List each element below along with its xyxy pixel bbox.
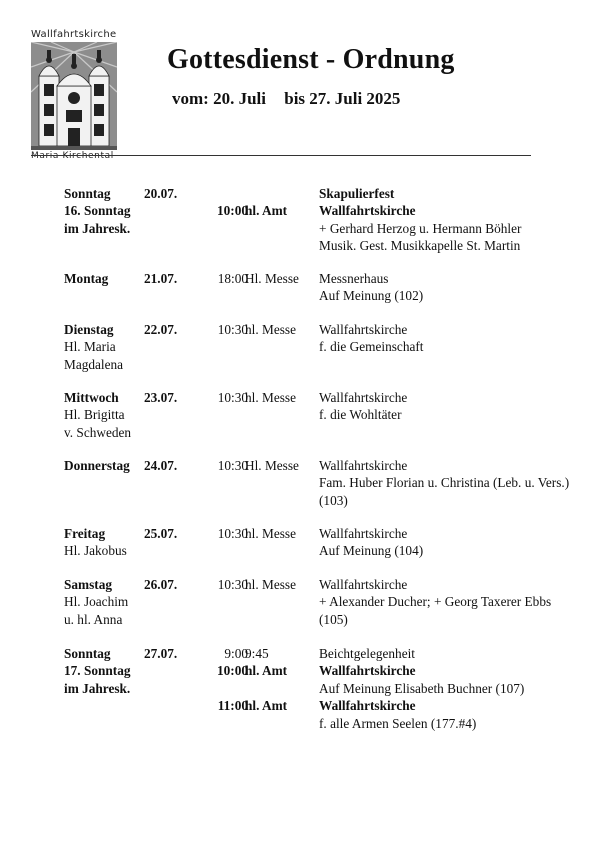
day-name [64, 457, 144, 474]
service-detail: f. die Gemeinschaft [319, 339, 424, 355]
date-to: bis 27. Juli 2025 [284, 89, 401, 108]
header-divider [31, 155, 531, 156]
time-column [204, 645, 248, 732]
day-line: u. hl. Anna [64, 611, 123, 627]
day-date: 26.07. [144, 577, 178, 592]
service-type [245, 680, 287, 697]
service-detail: (105) [319, 611, 348, 627]
service-type [245, 220, 287, 237]
service-type: hl. Messe [245, 526, 296, 541]
service-time [204, 287, 248, 304]
service-type [245, 492, 299, 509]
service-time [204, 406, 248, 423]
service-column [245, 525, 296, 560]
day-line: im Jahresk. [64, 220, 131, 236]
service-type: hl. Amt [245, 203, 288, 219]
location-column [319, 525, 423, 560]
service-type: hl. Messe [245, 577, 296, 592]
day-name [64, 321, 144, 373]
service-time [204, 220, 248, 237]
service-type: Hl. Messe [245, 458, 299, 473]
day-date: 21.07. [144, 271, 178, 286]
service-type [245, 611, 296, 628]
day-line: Hl. Jakobus [64, 543, 127, 559]
time-column [204, 525, 248, 560]
service-column [245, 185, 287, 255]
service-column [245, 321, 296, 356]
service-type: Hl. Messe [245, 271, 299, 286]
day-name [64, 270, 144, 287]
time-column [204, 321, 248, 356]
time-column [204, 457, 248, 509]
day-line: Dienstag [64, 322, 114, 337]
service-type [245, 237, 287, 254]
service-type: hl. Amt [245, 698, 288, 714]
service-column [245, 457, 299, 509]
service-time: 10:30 [217, 458, 248, 473]
service-time [204, 542, 248, 559]
service-column [245, 645, 287, 732]
service-time: 11:00 [217, 698, 248, 714]
day-line: Sonntag [64, 186, 111, 201]
service-type: 9:45 [245, 646, 269, 661]
day-line: Donnerstag [64, 458, 130, 473]
service-detail: Wallfahrtskirche [319, 322, 408, 337]
day-line: Samstag [64, 577, 113, 592]
day-line: 17. Sonntag [64, 663, 131, 679]
logo-top-text: Wallfahrtskirche [31, 29, 117, 40]
service-detail: + Gerhard Herzog u. Hermann Böhler [319, 220, 522, 236]
location-column [319, 389, 407, 424]
church-logo [31, 42, 117, 150]
service-type [245, 542, 296, 559]
service-column [245, 389, 296, 424]
service-detail: Auf Meinung Elisabeth Buchner (107) [319, 680, 525, 696]
service-detail: Skapulierfest [319, 186, 395, 201]
service-detail: + Alexander Ducher; + Georg Taxerer Ebbs [319, 594, 552, 610]
service-detail: Wallfahrtskirche [319, 663, 416, 679]
service-time [204, 185, 248, 202]
service-type: hl. Amt [245, 663, 288, 679]
location-column [319, 457, 569, 509]
service-time: 10:30 [217, 577, 248, 592]
service-time [204, 237, 248, 254]
time-column [204, 389, 248, 424]
service-type [245, 474, 299, 491]
service-detail: Wallfahrtskirche [319, 698, 416, 714]
location-column [319, 576, 551, 628]
day-date: 25.07. [144, 526, 178, 541]
day-date: 22.07. [144, 322, 178, 337]
day-date: 24.07. [144, 458, 178, 473]
day-name [64, 389, 144, 441]
service-type [245, 338, 296, 355]
service-column [245, 576, 296, 628]
service-detail: Fam. Huber Florian u. Christina (Leb. u. Vers.) [319, 475, 570, 491]
time-column [204, 576, 248, 628]
service-time [204, 680, 248, 697]
time-column [204, 270, 248, 305]
day-name [64, 525, 144, 560]
service-detail: Musik. Gest. Musikkapelle St. Martin [319, 238, 521, 254]
service-type: hl. Messe [245, 322, 296, 337]
service-time [204, 474, 248, 491]
logo-bottom-text: Maria Kirchental [31, 151, 114, 161]
day-line: Sonntag [64, 646, 111, 661]
day-line: Hl. Brigitta [64, 407, 125, 423]
service-type [245, 406, 296, 423]
location-column [319, 321, 424, 356]
date-from: vom: 20. Juli [172, 89, 266, 108]
service-time: 10:00 [216, 203, 248, 219]
service-time: 9:00 [224, 646, 248, 661]
date-range [172, 89, 414, 109]
service-time: 10:30 [217, 322, 248, 337]
day-date: 20.07. [144, 186, 178, 201]
day-line: Hl. Maria [64, 339, 116, 355]
service-detail: Wallfahrtskirche [319, 390, 408, 405]
service-detail: Messnerhaus [319, 271, 389, 286]
service-detail: Wallfahrtskirche [319, 458, 408, 473]
service-type [245, 593, 296, 610]
service-time: 10:30 [217, 390, 248, 405]
service-detail: Auf Meinung (104) [319, 543, 424, 559]
service-time: 10:30 [217, 526, 248, 541]
day-line: Magdalena [64, 356, 124, 372]
service-time: 10:00 [216, 663, 248, 679]
day-line: Hl. Joachim [64, 594, 129, 610]
service-type [245, 715, 287, 732]
day-name [64, 576, 144, 628]
service-detail: f. die Wohltäter [319, 407, 402, 423]
service-type: hl. Messe [245, 390, 296, 405]
service-time [204, 593, 248, 610]
location-column [319, 270, 423, 305]
day-line: Mittwoch [64, 390, 119, 405]
location-column [319, 645, 524, 732]
service-type [245, 287, 299, 304]
page-title: Gottesdienst - Ordnung [167, 44, 455, 75]
service-detail: (103) [319, 492, 348, 508]
day-name [64, 645, 144, 697]
day-line: v. Schweden [64, 424, 132, 440]
service-time [204, 338, 248, 355]
service-detail: Wallfahrtskirche [319, 203, 416, 219]
service-time [204, 492, 248, 509]
day-line: Freitag [64, 526, 106, 541]
day-date: 27.07. [144, 646, 178, 661]
day-name [64, 185, 144, 237]
service-detail: Beichtgelegenheit [319, 646, 415, 661]
day-line: Montag [64, 271, 109, 286]
day-line: im Jahresk. [64, 680, 131, 696]
service-time: 18:00 [217, 271, 248, 286]
day-line: 16. Sonntag [64, 203, 131, 219]
location-column [319, 185, 521, 255]
day-date: 23.07. [144, 390, 178, 405]
service-detail: Wallfahrtskirche [319, 526, 408, 541]
service-time [204, 715, 248, 732]
time-column [204, 185, 248, 255]
service-detail: Wallfahrtskirche [319, 577, 408, 592]
service-detail: Auf Meinung (102) [319, 288, 424, 304]
service-column [245, 270, 299, 305]
service-detail: f. alle Armen Seelen (177.#4) [319, 715, 477, 731]
service-type [245, 185, 287, 202]
service-time [204, 611, 248, 628]
